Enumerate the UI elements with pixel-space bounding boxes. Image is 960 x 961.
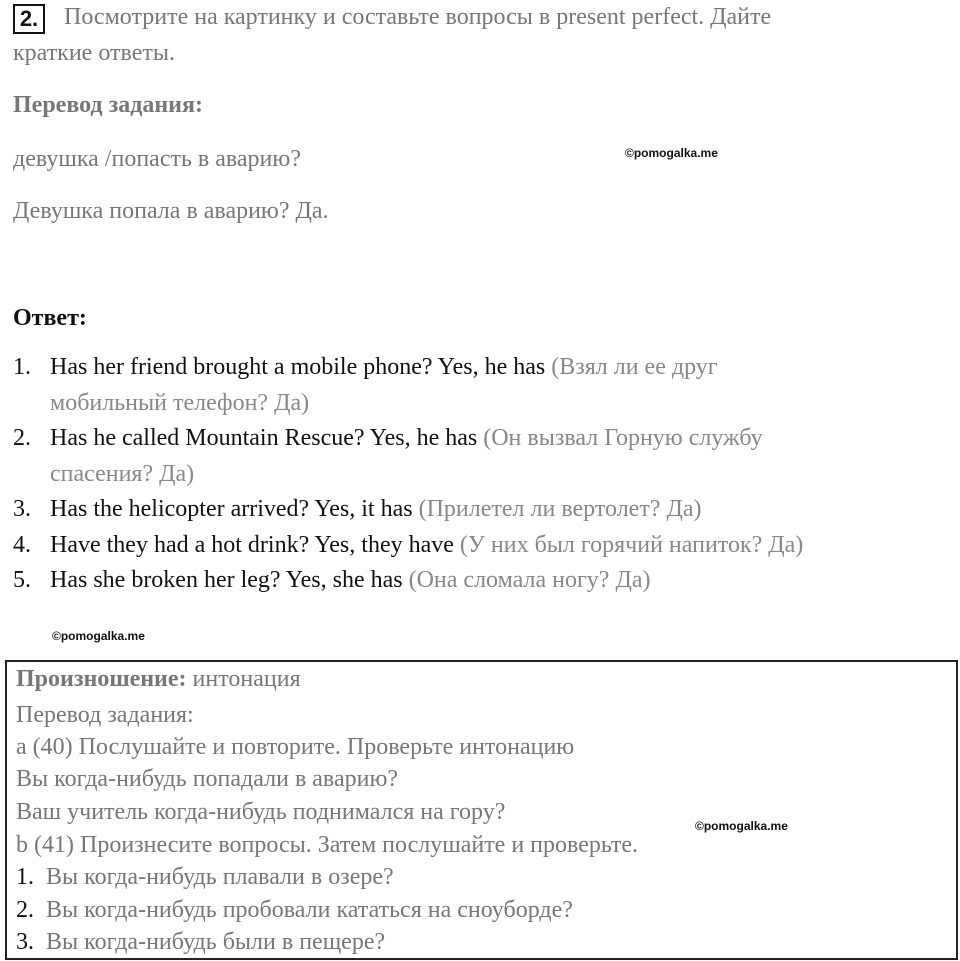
pronunciation-label: Произношение: xyxy=(16,666,187,692)
item-number: 1. xyxy=(16,864,34,890)
item-number: 4. xyxy=(13,531,31,558)
pronunciation-value: интонация xyxy=(192,666,301,692)
part-b-heading: b (41) Произнесите вопросы. Затем послушайте и проверьте. xyxy=(16,832,639,858)
item-text: Вы когда-нибудь были в пещере? xyxy=(46,929,386,955)
answer-list xyxy=(13,350,958,599)
task-instruction-line2: краткие ответы. xyxy=(13,40,175,66)
item-number: 3. xyxy=(13,496,31,522)
part-a-line2: Ваш учитель когда-нибудь поднимался на гору? xyxy=(16,799,506,825)
item-english: Have they had a hot drink? Yes, they have xyxy=(50,531,454,558)
watermark: ©pomogalka.me xyxy=(695,819,788,833)
list-item xyxy=(16,864,394,891)
item-russian: (Прилетел ли вертолет? Да) xyxy=(418,496,702,522)
pronunciation-box xyxy=(5,660,958,960)
item-russian: (У них был горячий напиток? Да) xyxy=(459,531,804,558)
part-a-line1: Вы когда-нибудь попадали в аварию? xyxy=(16,766,399,792)
translation-heading: Перевод задания: xyxy=(13,92,203,118)
item-text: Вы когда-нибудь пробовали кататься на сноуборде? xyxy=(46,897,573,923)
item-text: Вы когда-нибудь плавали в озере? xyxy=(46,864,394,890)
list-item xyxy=(13,528,958,564)
box-translation-heading: Перевод задания: xyxy=(16,702,194,728)
translation-line2: Девушка попала в аварию? Да. xyxy=(13,198,329,224)
answer-heading: Ответ: xyxy=(13,305,87,331)
task-instruction-line1: Посмотрите на картинку и составьте вопросы в present perfect. Дайте xyxy=(64,4,772,30)
item-english: Has he called Mountain Rescue? Yes, he has xyxy=(50,425,478,451)
pronunciation-line xyxy=(16,666,301,693)
item-english: Has she broken her leg? Yes, she has xyxy=(50,567,403,593)
list-item xyxy=(13,563,958,599)
item-number: 2. xyxy=(16,897,34,923)
watermark: ©pomogalka.me xyxy=(625,146,718,160)
list-item xyxy=(13,350,958,421)
item-russian-cont: спасения? Да) xyxy=(50,460,195,487)
item-number: 5. xyxy=(13,567,31,593)
list-item xyxy=(16,929,385,956)
list-item xyxy=(16,897,573,924)
item-english: Has her friend brought a mobile phone? Yes, he has xyxy=(50,354,546,380)
item-number: 3. xyxy=(16,929,34,955)
item-english: Has the helicopter arrived? Yes, it has xyxy=(50,496,413,522)
item-russian: (Она сломала ногу? Да) xyxy=(408,567,651,593)
item-russian: (Взял ли ее друг xyxy=(551,354,718,380)
part-a-heading: a (40) Послушайте и повторите. Проверьте интонацию xyxy=(16,734,575,760)
watermark: ©pomogalka.me xyxy=(52,629,145,643)
translation-line1: девушка /попасть в аварию? xyxy=(13,146,301,172)
item-russian: (Он вызвал Горную службу xyxy=(483,425,763,451)
list-item xyxy=(13,421,958,492)
item-russian-cont: мобильный телефон? Да) xyxy=(50,389,310,416)
item-number: 2. xyxy=(13,425,31,451)
list-item xyxy=(13,492,958,528)
task-number-box: 2. xyxy=(13,4,45,34)
item-number: 1. xyxy=(13,354,31,380)
